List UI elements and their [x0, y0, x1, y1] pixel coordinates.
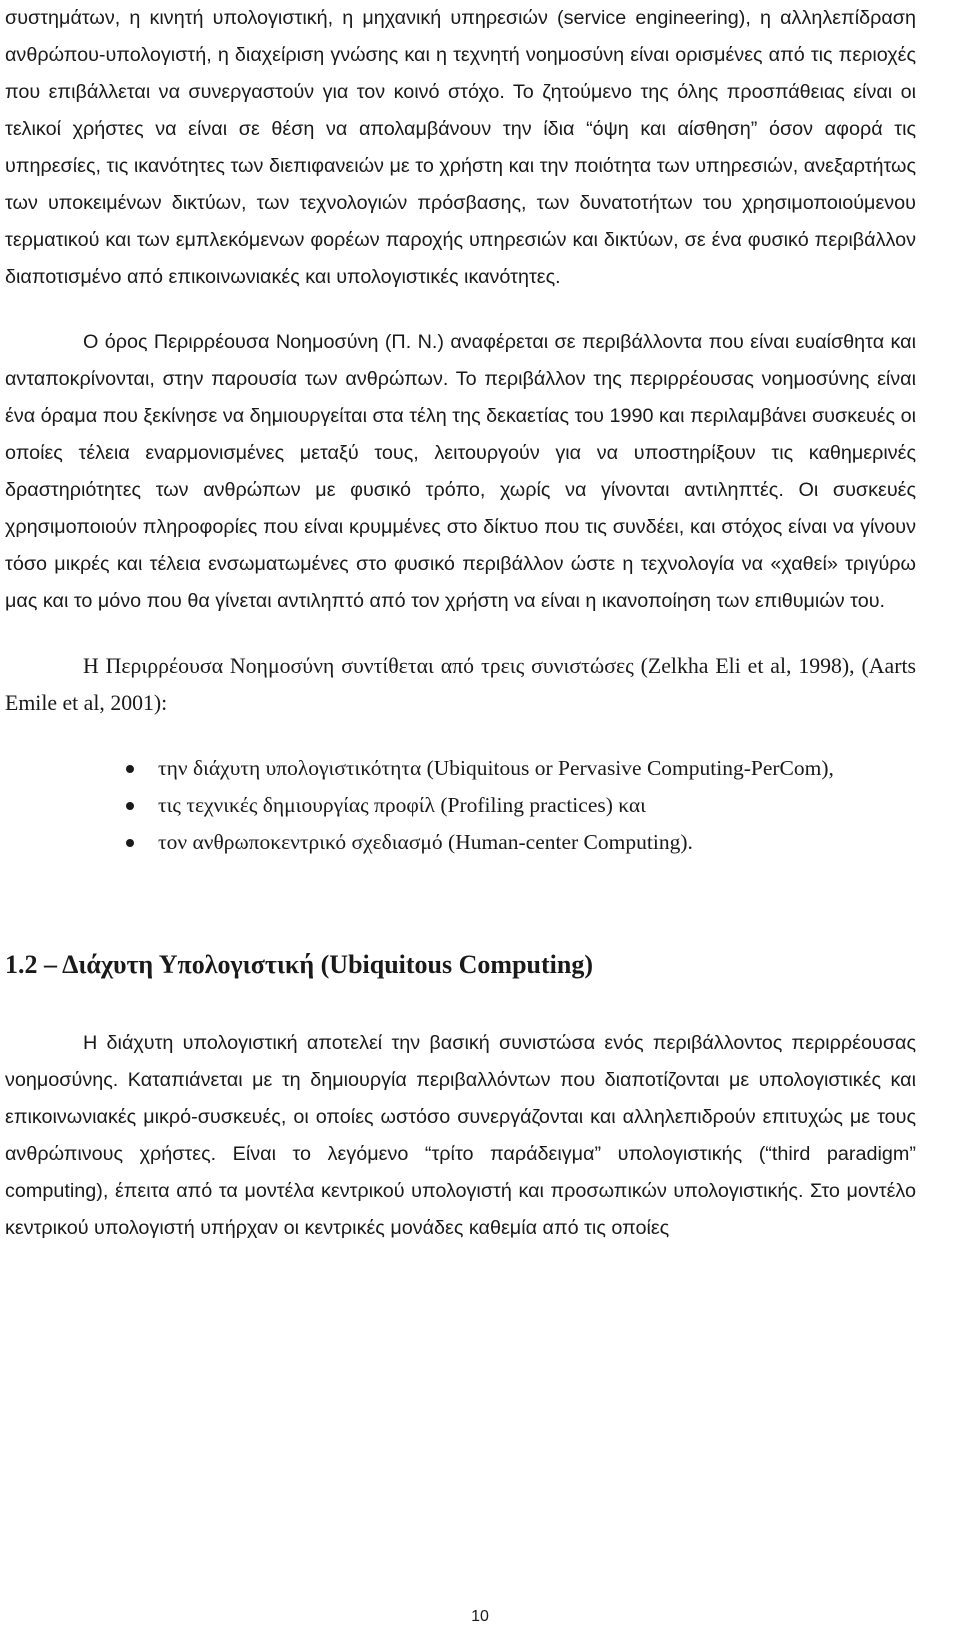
document-page	[5, 0, 916, 1247]
components-list	[5, 750, 916, 861]
paragraph-ubiquitous-computing: Η διάχυτη υπολογιστική αποτελεί την βασική συνιστώσα ενός περιβάλλοντος περιρρέουσας νοημοσύνης. Καταπιάνεται με τη δημιουργία περιβαλλόντων που διαποτίζονται με υπολογιστικές και επικοινωνιακές μικρό-συσκευές, οι οποίες ωστόσο συνεργάζονται και αλληλεπιδρούν επιτυχώς με τους ανθρώπινους χρήστες. Είναι το λεγόμενο “τρίτο παράδειγμα” υπολογιστικής (“third paradigm” computing), έπειτα από τα μοντέλα κεντρικού υπολογιστή και προσωπικών υπολογιστικής. Στο μοντέλο κεντρικού υπολογιστή υπήρχαν οι κεντρικές μονάδες καθεμία από τις οποίες	[5, 1032, 916, 1239]
bullet-icon	[126, 839, 134, 847]
bullet-icon	[126, 802, 134, 810]
paragraph-continuation: συστημάτων, η κινητή υπολογιστική, η μηχανική υπηρεσιών (service engineering), η αλληλεπίδραση ανθρώπου-υπολογιστή, η διαχείριση γνώσης και η τεχνητή νοημοσύνη είναι ορισμένες από τις περιοχές που επιβάλλεται να συνεργαστούν για τον κοινό στόχο. Το ζητούμενο της όλης προσπάθειας είναι οι τελικοί χρήστες να είναι σε θέση να απολαμβάνουν την ίδια “όψη και αίσθηση” όσον αφορά τις υπηρεσίες, τις ικανότητες των διεπιφανειών με το χρήστη και την ποιότητα των υπηρεσιών, ανεξαρτήτως των υποκειμένων δικτύων, των τεχνολογιών πρόσβασης, των δυνατοτήτων του χρησιμοποιούμενου τερματικού και των εμπλεκόμενων φορέων παροχής υπηρεσιών και δικτύων, σε ένα φυσικό περιβάλλον διαποτισμένο από επικοινωνιακές και υπολογιστικές ικανότητες.	[5, 7, 916, 288]
page-number: 10	[471, 1608, 489, 1625]
list-item-text: τις τεχνικές δημιουργίας προφίλ (Profiling practices) και	[158, 793, 646, 817]
list-item	[158, 750, 916, 787]
paragraph-components: Η Περιρρέουσα Νοημοσύνη συντίθεται από τρεις συνιστώσες (Zelkha Eli et al, 1998), (Aarts Emile et al, 2001):	[5, 654, 916, 715]
bullet-icon	[126, 765, 134, 773]
list-item	[158, 824, 916, 861]
list-item-text: τον ανθρωποκεντρικό σχεδιασμό (Human-center Computing).	[158, 830, 693, 854]
list-item	[158, 787, 916, 824]
paragraph-ambient-intelligence: Ο όρος Περιρρέουσα Νοημοσύνη (Π. Ν.) αναφέρεται σε περιβάλλοντα που είναι ευαίσθητα και ανταποκρίνονται, στην παρουσία των ανθρώπων. Το περιβάλλον της περιρρέουσας νοημοσύνης είναι ένα όραμα που ξεκίνησε να δημιουργείται στα τέλη της δεκαετίας του 1990 και περιλαμβάνει συσκευές οι οποίες τέλεια εναρμονισμένες μεταξύ τους, λειτουργούν για να υποστηρίξουν τις καθημερινές δραστηριότητες των ανθρώπων με φυσικό τρόπο, χωρίς να γίνονται αντιληπτές. Οι συσκευές χρησιμοποιούν πληροφορίες που είναι κρυμμένες στο δίκτυο που τις συνδέει, και στόχος είναι να γίνουν τόσο μικρές και τέλεια ενσωματωμένες στο φυσικό περιβάλλον ώστε η τεχνολογία να «χαθεί» τριγύρω μας και το μόνο που θα γίνεται αντιληπτό από τον χρήστη να είναι η ικανοποίηση των επιθυμιών του.	[5, 331, 916, 612]
section-heading: 1.2 – Διάχυτη Υπολογιστική (Ubiquitous Computing)	[5, 950, 593, 979]
list-item-text: την διάχυτη υπολογιστικότητα (Ubiquitous or Pervasive Computing-PerCom),	[158, 756, 834, 780]
